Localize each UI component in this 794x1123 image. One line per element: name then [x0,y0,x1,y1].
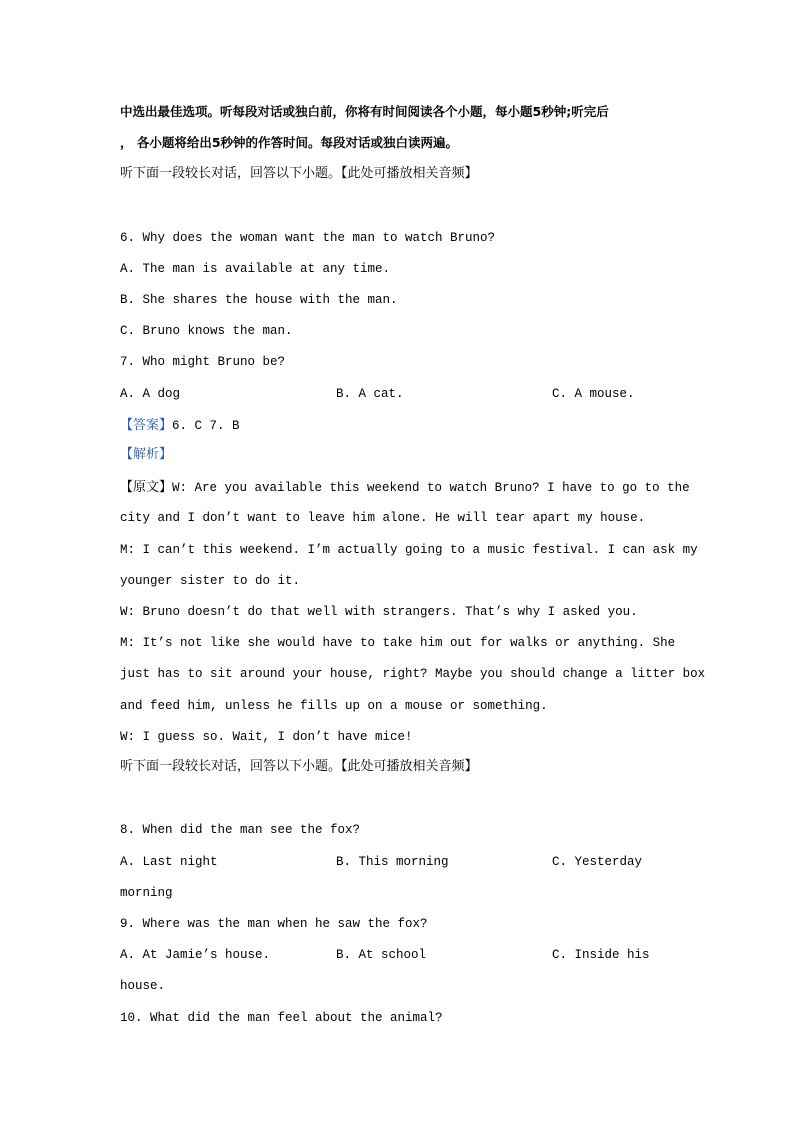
question-10-stem: 10. What did the man feel about the animal? [120,1011,443,1025]
question-7-stem: 7. Who might Bruno be? [120,355,286,369]
question-9-option-c-continued: house. [120,979,166,993]
transcript-line-5: W: Bruno doesn’t do that well with strangers. That’s why I asked you. [120,605,638,619]
question-7-option-a: A. A dog [120,387,181,401]
transcript-line-4: younger sister to do it. [120,574,301,588]
question-8-stem: 8. When did the man see the fox? [120,823,361,837]
question-8-option-a: A. Last night [120,855,218,869]
question-9-option-c: C. Inside his [552,948,650,962]
answer-line [120,417,240,434]
intro-line-2: ， 各小题将给出5秒钟的作答时间。每段对话或独白读两遍。 [120,135,459,150]
transcript-label: 【原文】 [120,480,173,495]
answer-label: 【答案】 [120,418,173,433]
question-9-option-a: A. At Jamie’s house. [120,948,271,962]
question-6-option-c: C. Bruno knows the man. [120,324,293,338]
transcript-line-8: and feed him, unless he fills up on a mouse or something. [120,699,548,713]
question-7-option-c: C. A mouse. [552,387,635,401]
question-6-option-a: A. The man is available at any time. [120,262,391,276]
question-7-option-b: B. A cat. [336,387,404,401]
question-8-option-c: C. Yesterday [552,855,643,869]
answer-text: 6. C 7. B [172,419,240,433]
intro-line-1: 中选出最佳选项。听每段对话或独白前，你将有时间阅读各个小题，每小题5秒钟;听完后 [120,104,609,119]
transcript-line-2: city and I don’t want to leave him alone. He will tear apart my house. [120,511,646,525]
transcript-line-1 [120,479,690,496]
analysis-label: 【解析】 [120,447,173,462]
question-6-stem: 6. Why does the woman want the man to watch Bruno? [120,231,496,245]
transcript-line-3: M: I can’t this weekend. I’m actually going to a music festival. I can ask my [120,543,698,557]
transcript-line-9: W: I guess so. Wait, I don’t have mice! [120,730,413,744]
transcript-text-1: W: Are you available this weekend to watch Bruno? I have to go to the [172,481,690,495]
question-8-option-b: B. This morning [336,855,449,869]
transcript-line-6: M: It’s not like she would have to take him out for walks or anything. She [120,636,676,650]
transcript-line-7: just has to sit around your house, right? Maybe you should change a litter box [120,667,706,681]
question-8-option-c-continued: morning [120,886,173,900]
question-9-option-b: B. At school [336,948,427,962]
question-6-option-b: B. She shares the house with the man. [120,293,398,307]
section-header-2: 听下面一段较长对话，回答以下小题。【此处可播放相关音频】 [120,759,478,774]
question-9-stem: 9. Where was the man when he saw the fox? [120,917,428,931]
section-header-1: 听下面一段较长对话，回答以下小题。【此处可播放相关音频】 [120,166,478,181]
